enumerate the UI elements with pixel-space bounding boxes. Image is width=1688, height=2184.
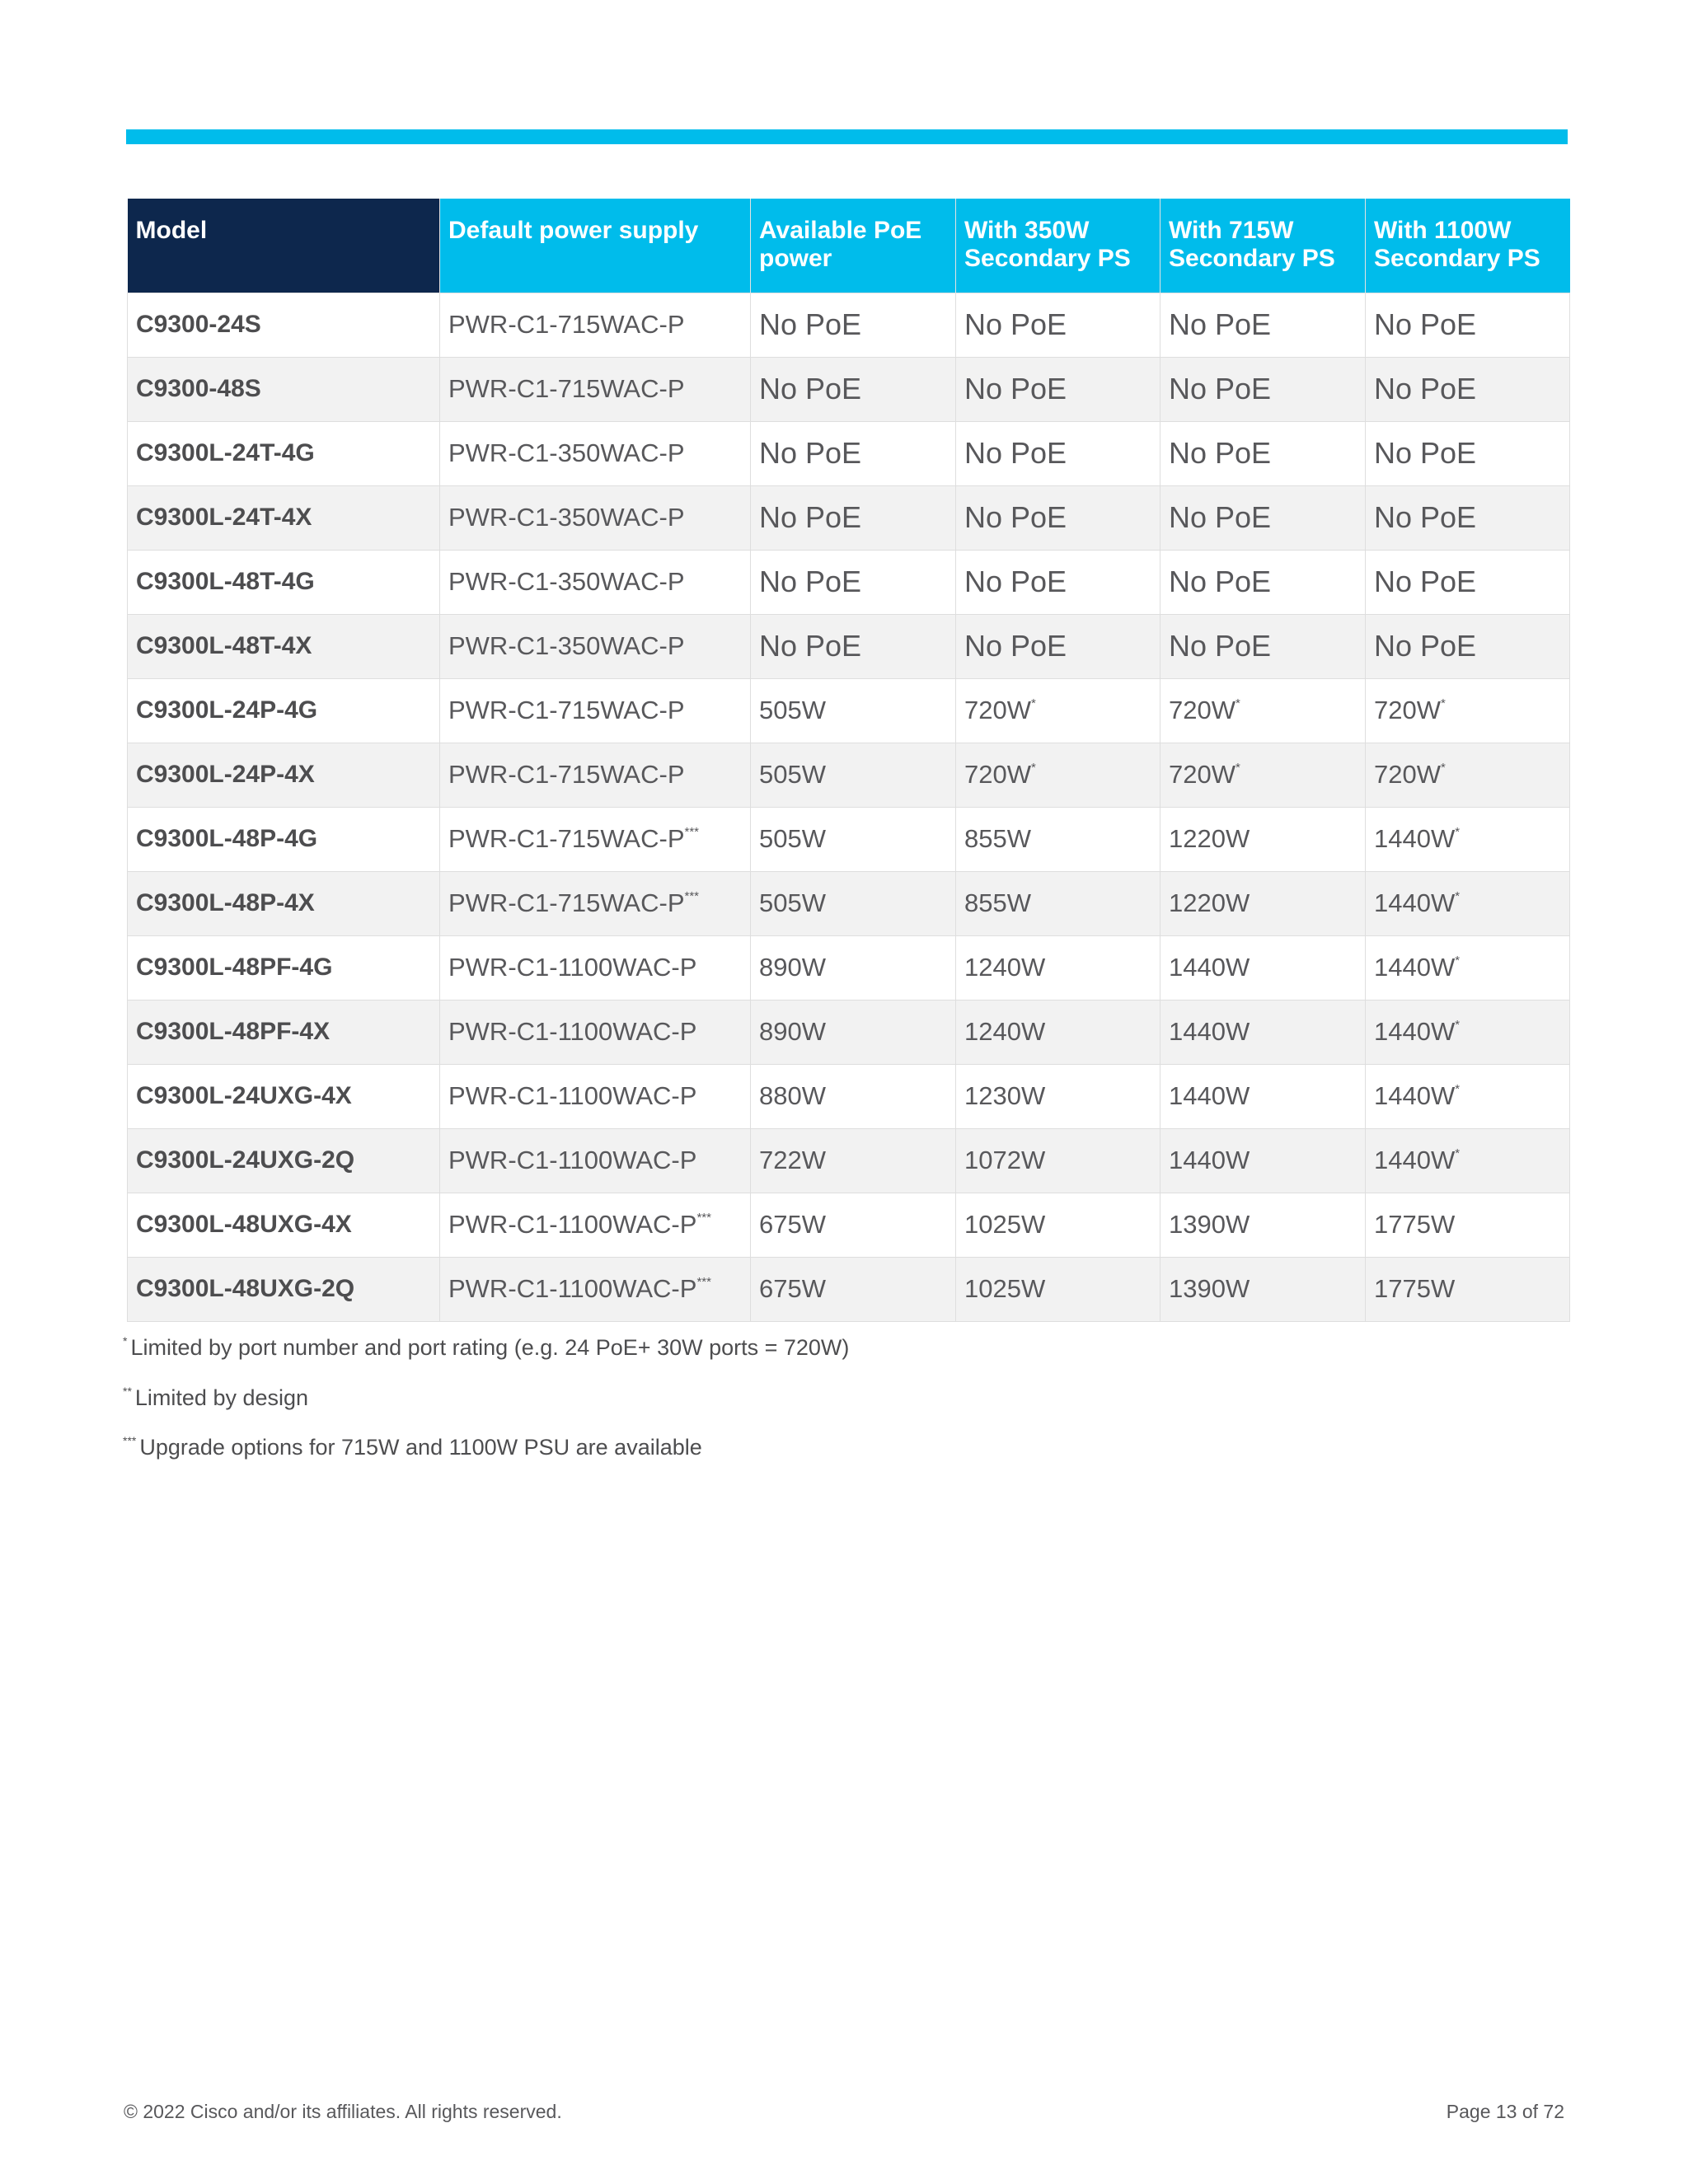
table-row (128, 550, 1570, 614)
cell-with-1100w-value: 1440W (1374, 1017, 1456, 1046)
footnote-marker: *** (684, 825, 700, 839)
cell-available-poe (751, 743, 956, 807)
cell-model-value: C9300L-24P-4X (136, 761, 315, 788)
footnote-marker: *** (696, 1275, 711, 1289)
cell-with-350w-value: No PoE (964, 565, 1067, 598)
footnote-marker: * (1455, 1146, 1461, 1160)
cell-with-715w (1160, 421, 1366, 485)
cell-model (128, 678, 440, 743)
cell-with-715w-value: 1440W (1169, 1146, 1250, 1174)
cell-default-psu (440, 1000, 751, 1064)
footnote-text: Limited by port number and port rating (e.g. 24 PoE+ 30W ports = 720W) (130, 1335, 850, 1360)
cell-available-poe (751, 485, 956, 550)
cell-with-715w-value: 720W (1169, 760, 1236, 789)
cell-default-psu (440, 935, 751, 1000)
cell-available-poe-value: 675W (759, 1210, 826, 1239)
cell-default-psu-value: PWR-C1-715WAC-P (448, 888, 685, 917)
cell-with-350w-value: 855W (964, 824, 1031, 853)
cell-default-psu (440, 1128, 751, 1193)
cell-with-715w-value: No PoE (1169, 500, 1272, 534)
cell-with-1100w (1366, 678, 1570, 743)
cell-model-value: C9300L-24UXG-4X (136, 1082, 352, 1109)
cell-with-715w-value: No PoE (1169, 565, 1272, 598)
cell-default-psu-value: PWR-C1-350WAC-P (448, 438, 685, 467)
cell-with-1100w (1366, 871, 1570, 935)
cell-default-psu (440, 293, 751, 357)
cell-with-350w-value: 1230W (964, 1081, 1046, 1110)
cell-with-350w-value: No PoE (964, 629, 1067, 663)
cell-with-1100w-value: No PoE (1374, 372, 1477, 405)
cell-available-poe-value: No PoE (759, 436, 862, 470)
cell-default-psu (440, 1193, 751, 1257)
cell-with-1100w-value: 1775W (1374, 1210, 1456, 1239)
cell-with-715w-value: 1220W (1169, 888, 1250, 917)
cell-model (128, 614, 440, 678)
cell-with-1100w (1366, 485, 1570, 550)
cell-default-psu-value: PWR-C1-1100WAC-P (448, 1017, 697, 1046)
cell-available-poe (751, 678, 956, 743)
cell-with-350w (956, 678, 1160, 743)
cell-with-715w-value: No PoE (1169, 629, 1272, 663)
cell-with-350w (956, 357, 1160, 421)
cell-available-poe (751, 807, 956, 871)
cell-default-psu-value: PWR-C1-350WAC-P (448, 567, 685, 596)
accent-bar (126, 129, 1568, 144)
cell-with-715w-value: 1220W (1169, 824, 1250, 853)
footnote-marker: * (1030, 761, 1036, 775)
footnote-marker: * (1455, 825, 1461, 839)
header-with-715w-secondary: With 715W Secondary PS (1160, 199, 1366, 293)
cell-default-psu-value: PWR-C1-715WAC-P (448, 310, 685, 339)
cell-available-poe-value: No PoE (759, 629, 862, 663)
cell-model-value: C9300L-48T-4X (136, 632, 312, 659)
table-row (128, 485, 1570, 550)
table-row (128, 1257, 1570, 1321)
table-row (128, 871, 1570, 935)
cell-available-poe-value: No PoE (759, 565, 862, 598)
cell-with-715w-value: 1440W (1169, 1081, 1250, 1110)
cell-with-350w-value: 1072W (964, 1146, 1046, 1174)
cell-with-1100w (1366, 935, 1570, 1000)
cell-available-poe-value: No PoE (759, 372, 862, 405)
cell-with-350w (956, 1064, 1160, 1128)
page-number: Page 13 of 72 (1446, 2101, 1564, 2122)
cell-model (128, 485, 440, 550)
cell-default-psu (440, 550, 751, 614)
cell-with-350w-value: No PoE (964, 307, 1067, 341)
footnote-marker: * (1440, 761, 1446, 775)
cell-with-350w (956, 935, 1160, 1000)
cell-default-psu-value: PWR-C1-350WAC-P (448, 503, 685, 532)
cell-with-1100w-value: No PoE (1374, 307, 1477, 341)
cell-default-psu (440, 1257, 751, 1321)
cell-with-350w (956, 1000, 1160, 1064)
cell-model (128, 550, 440, 614)
cell-with-715w (1160, 485, 1366, 550)
cell-with-350w (956, 1128, 1160, 1193)
cell-with-1100w-value: No PoE (1374, 500, 1477, 534)
cell-available-poe-value: 880W (759, 1081, 826, 1110)
cell-default-psu (440, 614, 751, 678)
cell-available-poe (751, 935, 956, 1000)
cell-with-715w (1160, 1000, 1366, 1064)
cell-with-715w (1160, 1193, 1366, 1257)
cell-available-poe (751, 614, 956, 678)
cell-model (128, 421, 440, 485)
cell-default-psu-value: PWR-C1-1100WAC-P (448, 1210, 697, 1239)
cell-model (128, 1064, 440, 1128)
footnote-marker: * (1030, 696, 1036, 710)
cell-model-value: C9300L-24P-4G (136, 696, 318, 724)
footnote-mark: ** (123, 1385, 132, 1398)
cell-with-350w (956, 421, 1160, 485)
header-available-poe-power: Available PoE power (751, 199, 956, 293)
cell-with-1100w (1366, 1257, 1570, 1321)
cell-available-poe (751, 357, 956, 421)
cell-with-1100w-value: 1440W (1374, 1081, 1456, 1110)
cell-with-350w-value: No PoE (964, 500, 1067, 534)
cell-available-poe (751, 1000, 956, 1064)
cell-with-1100w-value: 1440W (1374, 824, 1456, 853)
cell-model-value: C9300L-24T-4G (136, 439, 315, 466)
cell-available-poe-value: 505W (759, 696, 826, 724)
cell-with-1100w (1366, 1193, 1570, 1257)
cell-available-poe (751, 1128, 956, 1193)
cell-with-715w-value: No PoE (1169, 372, 1272, 405)
footnote-marker: * (1455, 1018, 1461, 1032)
cell-default-psu (440, 743, 751, 807)
cell-default-psu-value: PWR-C1-715WAC-P (448, 374, 685, 403)
cell-with-715w (1160, 293, 1366, 357)
footnote-marker: * (1235, 696, 1240, 710)
cell-available-poe (751, 1257, 956, 1321)
cell-default-psu (440, 485, 751, 550)
cell-with-350w-value: 1025W (964, 1210, 1046, 1239)
cell-with-1100w (1366, 807, 1570, 871)
cell-model (128, 807, 440, 871)
header-with-1100w-secondary: With 1100W Secondary PS (1366, 199, 1570, 293)
cell-available-poe-value: 675W (759, 1274, 826, 1303)
cell-default-psu-value: PWR-C1-350WAC-P (448, 631, 685, 660)
cell-model-value: C9300L-48P-4G (136, 825, 318, 852)
cell-with-1100w-value: 1440W (1374, 1146, 1456, 1174)
cell-with-715w (1160, 1064, 1366, 1128)
cell-with-715w (1160, 1257, 1366, 1321)
cell-available-poe (751, 1064, 956, 1128)
cell-available-poe (751, 550, 956, 614)
cell-with-1100w-value: 720W (1374, 760, 1441, 789)
cell-model-value: C9300L-48PF-4G (136, 954, 333, 981)
table-body (128, 293, 1570, 1321)
footnote-marker: * (1455, 954, 1461, 968)
cell-with-350w (956, 485, 1160, 550)
footnote-mark: * (123, 1334, 128, 1347)
table-row (128, 1064, 1570, 1128)
cell-available-poe-value: 505W (759, 888, 826, 917)
cell-with-715w (1160, 935, 1366, 1000)
footnote-marker: *** (684, 889, 700, 903)
cell-with-715w (1160, 550, 1366, 614)
cell-model (128, 1257, 440, 1321)
cell-with-715w (1160, 807, 1366, 871)
cell-with-715w-value: 1440W (1169, 1017, 1250, 1046)
cell-with-350w (956, 743, 1160, 807)
cell-default-psu-value: PWR-C1-1100WAC-P (448, 1081, 697, 1110)
cell-with-1100w (1366, 550, 1570, 614)
cell-default-psu (440, 1064, 751, 1128)
cell-with-715w-value: 1440W (1169, 953, 1250, 982)
cell-with-1100w (1366, 421, 1570, 485)
cell-available-poe (751, 293, 956, 357)
table-row (128, 743, 1570, 807)
cell-model (128, 935, 440, 1000)
cell-with-350w (956, 550, 1160, 614)
cell-available-poe (751, 421, 956, 485)
cell-available-poe-value: 722W (759, 1146, 826, 1174)
table-row (128, 357, 1570, 421)
footnote-text: Limited by design (134, 1385, 309, 1410)
cell-with-715w (1160, 743, 1366, 807)
cell-model-value: C9300-48S (136, 375, 261, 402)
power-supply-table (127, 199, 1570, 1322)
table-row (128, 614, 1570, 678)
cell-with-715w (1160, 614, 1366, 678)
table-row (128, 935, 1570, 1000)
cell-available-poe (751, 1193, 956, 1257)
cell-with-1100w (1366, 1000, 1570, 1064)
cell-model (128, 293, 440, 357)
cell-model-value: C9300L-48PF-4X (136, 1018, 331, 1045)
table-row (128, 1128, 1570, 1193)
cell-available-poe-value: 505W (759, 824, 826, 853)
cell-with-1100w (1366, 743, 1570, 807)
footnote-marker: * (1440, 696, 1446, 710)
cell-model (128, 743, 440, 807)
footnote-upgrade-options (123, 1435, 702, 1460)
footnote-marker: *** (696, 1211, 711, 1225)
cell-with-715w-value: No PoE (1169, 436, 1272, 470)
cell-model (128, 1128, 440, 1193)
cell-with-1100w (1366, 293, 1570, 357)
cell-with-350w-value: 720W (964, 696, 1031, 724)
cell-model-value: C9300-24S (136, 311, 261, 338)
cell-default-psu (440, 678, 751, 743)
cell-with-1100w (1366, 1128, 1570, 1193)
cell-default-psu-value: PWR-C1-715WAC-P (448, 760, 685, 789)
cell-with-350w (956, 807, 1160, 871)
footnote-marker: * (1455, 1082, 1461, 1096)
cell-with-350w-value: No PoE (964, 436, 1067, 470)
header-default-power-supply: Default power supply (440, 199, 751, 293)
copyright-text: © 2022 Cisco and/or its affiliates. All rights reserved. (124, 2101, 562, 2122)
cell-with-350w (956, 1193, 1160, 1257)
cell-with-1100w-value: 1440W (1374, 888, 1456, 917)
cell-model-value: C9300L-48UXG-4X (136, 1211, 352, 1238)
table-row (128, 1000, 1570, 1064)
cell-with-715w (1160, 1128, 1366, 1193)
cell-default-psu (440, 807, 751, 871)
cell-default-psu-value: PWR-C1-715WAC-P (448, 696, 685, 724)
cell-with-715w (1160, 871, 1366, 935)
cell-available-poe-value: 505W (759, 760, 826, 789)
cell-available-poe (751, 871, 956, 935)
cell-with-1100w (1366, 614, 1570, 678)
cell-model (128, 357, 440, 421)
cell-default-psu-value: PWR-C1-715WAC-P (448, 824, 685, 853)
cell-available-poe-value: 890W (759, 953, 826, 982)
cell-model (128, 1000, 440, 1064)
cell-with-350w-value: 855W (964, 888, 1031, 917)
footnote-text: Upgrade options for 715W and 1100W PSU are available (139, 1435, 702, 1460)
cell-with-350w (956, 293, 1160, 357)
cell-with-1100w-value: 1440W (1374, 953, 1456, 982)
cell-model-value: C9300L-48UXG-2Q (136, 1275, 355, 1302)
cell-with-1100w-value: No PoE (1374, 436, 1477, 470)
header-model: Model (128, 199, 440, 293)
cell-with-715w (1160, 357, 1366, 421)
cell-with-1100w-value: 720W (1374, 696, 1441, 724)
cell-with-1100w-value: No PoE (1374, 565, 1477, 598)
cell-model-value: C9300L-24UXG-2Q (136, 1146, 355, 1174)
table-row (128, 1193, 1570, 1257)
cell-with-715w-value: 1390W (1169, 1274, 1250, 1303)
cell-model (128, 871, 440, 935)
cell-with-350w-value: 1240W (964, 953, 1046, 982)
footnote-marker: * (1235, 761, 1240, 775)
cell-model (128, 1193, 440, 1257)
table-row (128, 293, 1570, 357)
cell-default-psu (440, 421, 751, 485)
cell-with-715w-value: No PoE (1169, 307, 1272, 341)
cell-default-psu (440, 357, 751, 421)
cell-default-psu-value: PWR-C1-1100WAC-P (448, 1274, 697, 1303)
table-header-row (128, 199, 1570, 293)
footnote-mark: *** (123, 1434, 137, 1447)
cell-with-350w-value: No PoE (964, 372, 1067, 405)
cell-with-715w-value: 720W (1169, 696, 1236, 724)
cell-with-1100w-value: 1775W (1374, 1274, 1456, 1303)
cell-with-1100w-value: No PoE (1374, 629, 1477, 663)
cell-model-value: C9300L-24T-4X (136, 504, 312, 531)
table-row (128, 807, 1570, 871)
cell-with-350w-value: 720W (964, 760, 1031, 789)
cell-with-715w (1160, 678, 1366, 743)
cell-default-psu-value: PWR-C1-1100WAC-P (448, 1146, 697, 1174)
footnote-limited-by-design (123, 1385, 308, 1411)
table-row (128, 421, 1570, 485)
table-row (128, 678, 1570, 743)
cell-default-psu (440, 871, 751, 935)
cell-with-715w-value: 1390W (1169, 1210, 1250, 1239)
cell-available-poe-value: 890W (759, 1017, 826, 1046)
cell-with-350w (956, 871, 1160, 935)
footnote-marker: * (1455, 889, 1461, 903)
footnote-limited-by-port (123, 1335, 849, 1361)
cell-default-psu-value: PWR-C1-1100WAC-P (448, 953, 697, 982)
cell-with-1100w (1366, 1064, 1570, 1128)
cell-available-poe-value: No PoE (759, 307, 862, 341)
cell-model-value: C9300L-48T-4G (136, 568, 315, 595)
cell-available-poe-value: No PoE (759, 500, 862, 534)
cell-with-350w (956, 614, 1160, 678)
cell-with-350w-value: 1025W (964, 1274, 1046, 1303)
header-with-350w-secondary: With 350W Secondary PS (956, 199, 1160, 293)
cell-model-value: C9300L-48P-4X (136, 889, 315, 916)
cell-with-350w-value: 1240W (964, 1017, 1046, 1046)
cell-with-1100w (1366, 357, 1570, 421)
cell-with-350w (956, 1257, 1160, 1321)
